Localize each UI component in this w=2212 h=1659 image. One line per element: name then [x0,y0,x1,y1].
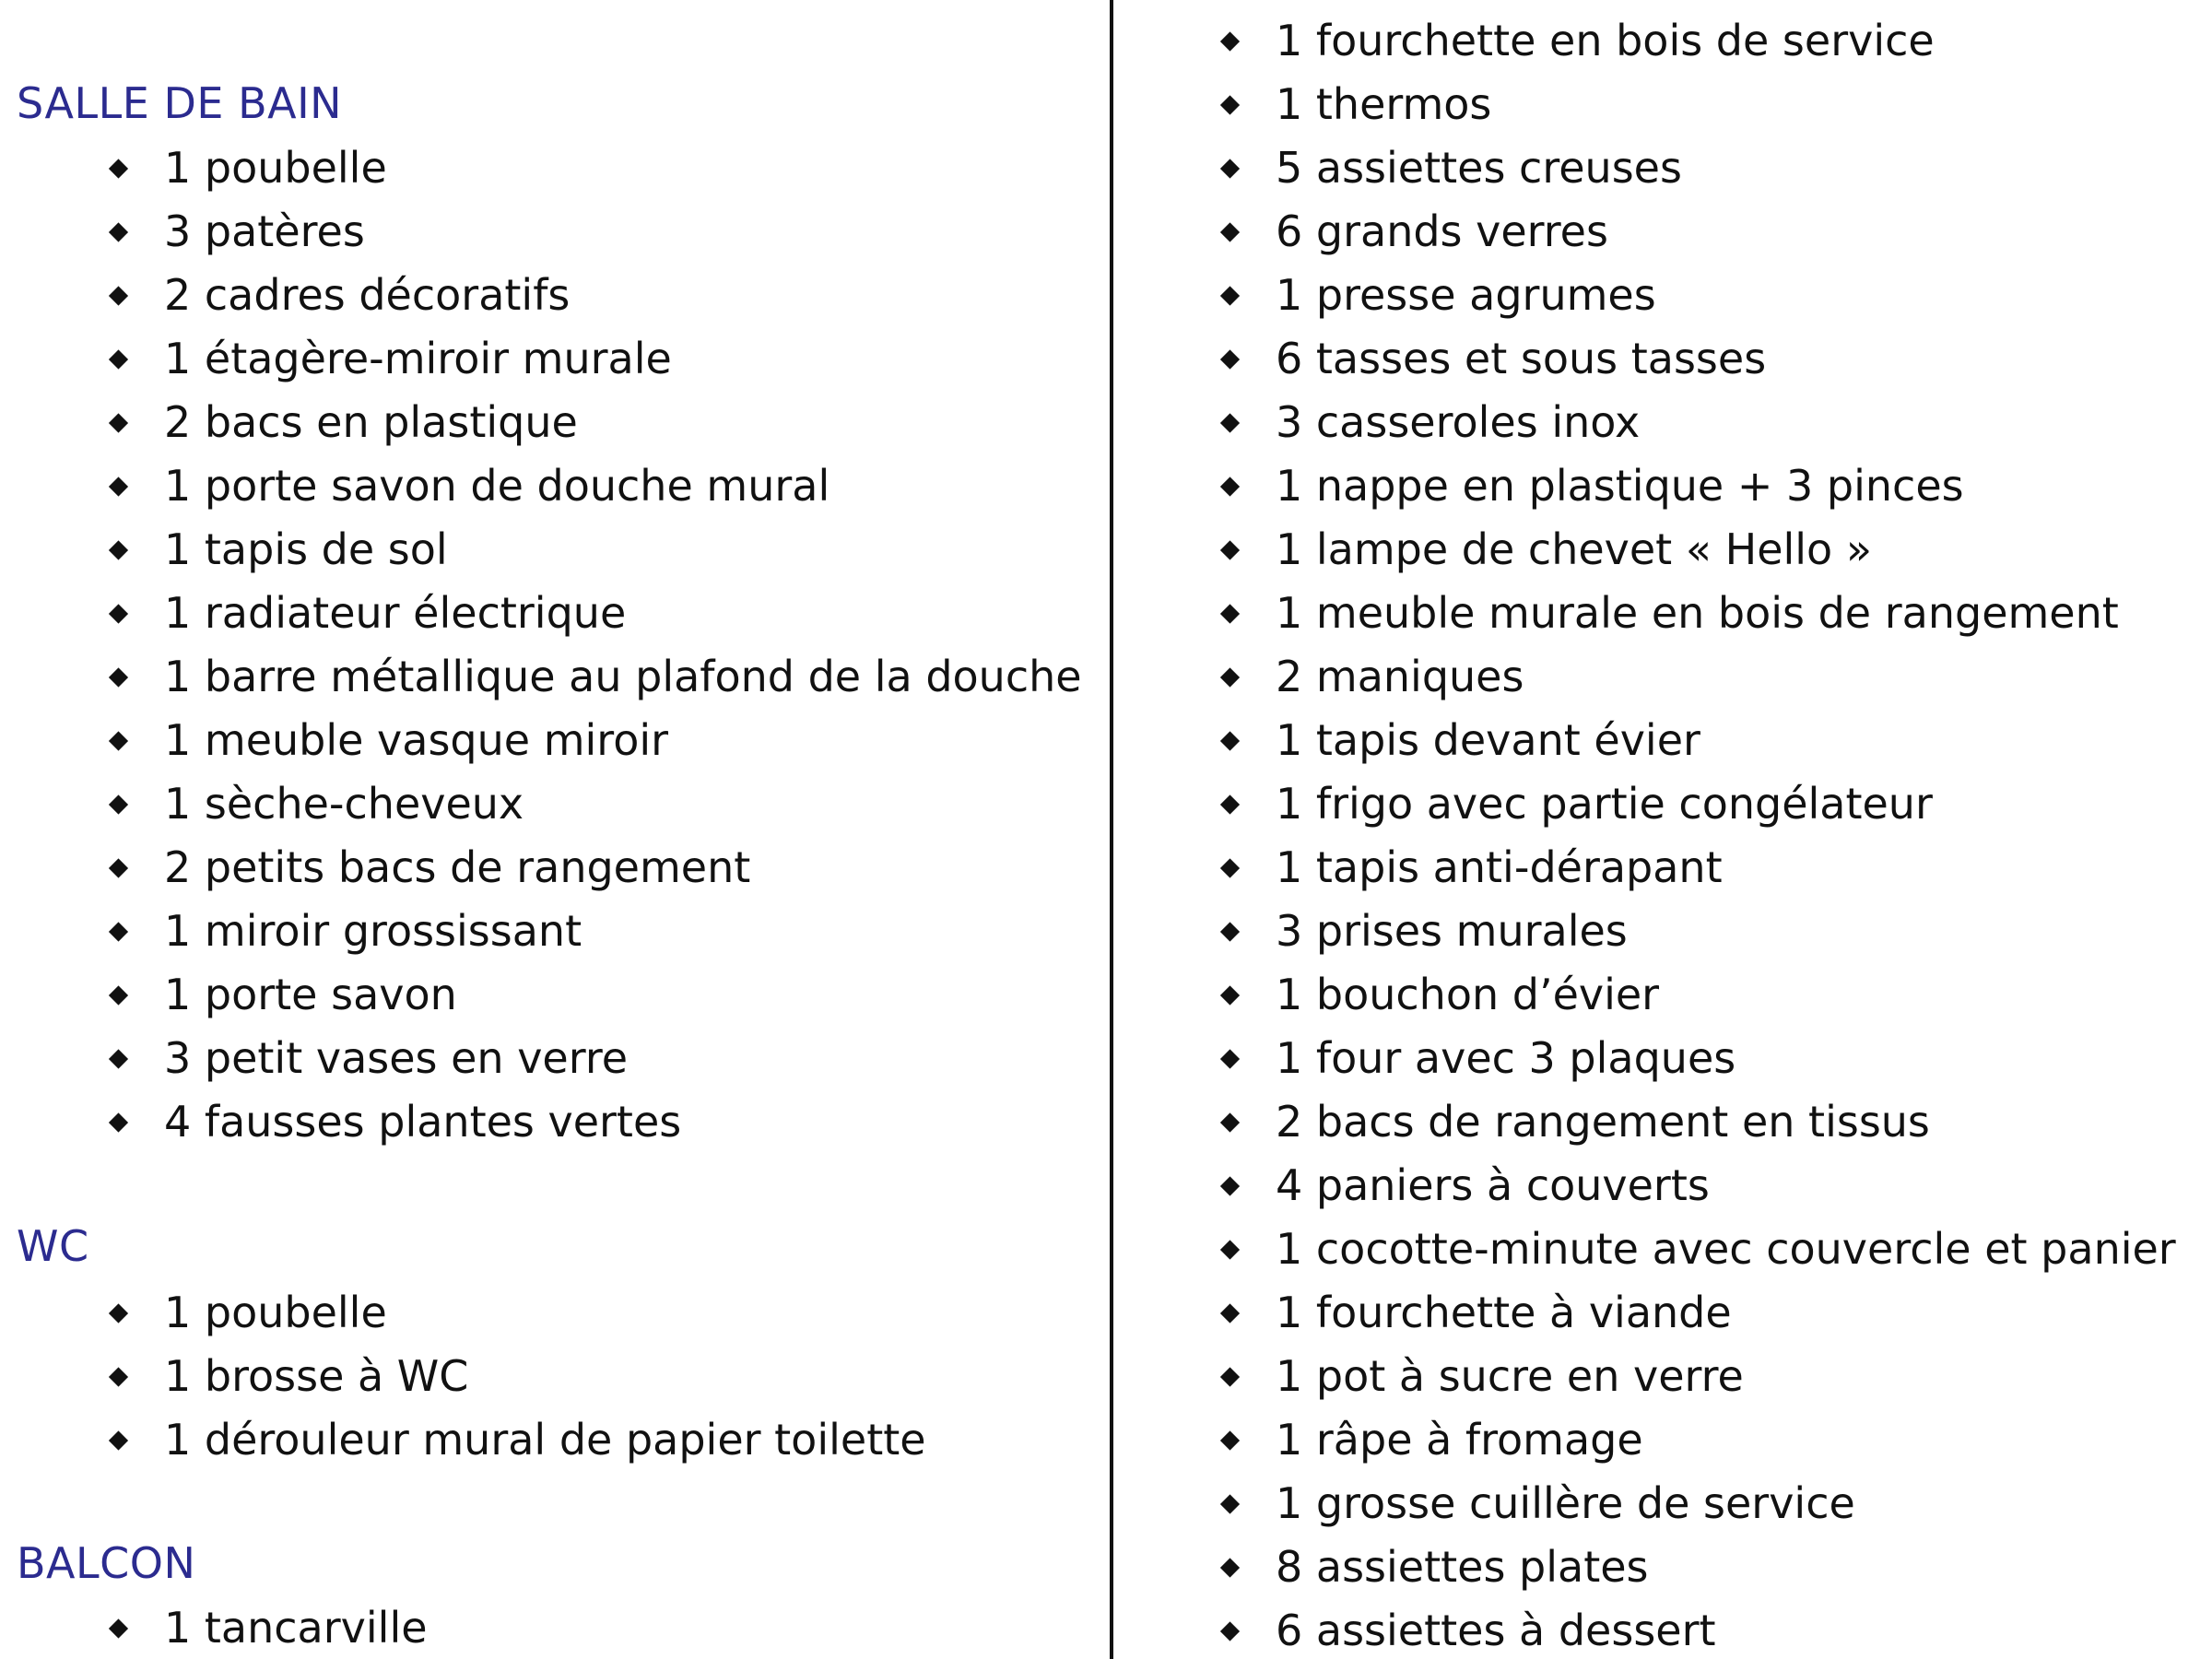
list-item: 1 meuble vasque miroir [0,709,1082,772]
list-item: 1 lampe de chevet « Hello » [1139,518,2176,582]
list-item: 1 meuble murale en bois de rangement [1139,582,2176,645]
diamond-bullet-icon [109,1367,128,1386]
list-item: 1 thermos [1139,73,2176,136]
list-item: 6 tasses et sous tasses [1139,327,2176,391]
diamond-bullet-icon [109,286,128,305]
diamond-bullet-icon [109,1618,128,1638]
list-item: 5 assiettes creuses [1139,136,2176,200]
diamond-bullet-icon [1220,540,1240,559]
diamond-bullet-icon [1220,794,1240,814]
diamond-bullet-icon [1220,985,1240,1005]
list-item: 1 frigo avec partie congélateur [1139,772,2176,836]
list-item: 1 grosse cuillère de service [1139,1472,2176,1535]
diamond-bullet-icon [1220,1494,1240,1513]
list-item: 2 cadres décoratifs [0,264,1082,327]
diamond-bullet-icon [109,1049,128,1068]
list-item: 1 cocotte-minute avec couvercle et panier [1139,1218,2176,1281]
list-item: 4 fausses plantes vertes [0,1090,1082,1154]
list-item: 1 barre métallique au plafond de la douche [0,645,1082,709]
diamond-bullet-icon [1220,1430,1240,1450]
diamond-bullet-icon [109,540,128,559]
diamond-bullet-icon [1220,286,1240,305]
list-item: 2 maniques [1139,645,2176,709]
diamond-bullet-icon [1220,1049,1240,1068]
diamond-bullet-icon [1220,1367,1240,1386]
list-item: 1 presse agrumes [1139,264,2176,327]
section-title-wc: WC [17,1221,89,1271]
diamond-bullet-icon [109,858,128,877]
diamond-bullet-icon [1220,31,1240,51]
list-item: 1 dérouleur mural de papier toilette [0,1408,926,1472]
diamond-bullet-icon [109,794,128,814]
list-item: 1 bouchon d’évier [1139,963,2176,1027]
diamond-bullet-icon [109,667,128,687]
list-item: 1 brosse à WC [0,1345,926,1408]
list-item: 1 radiateur électrique [0,582,1082,645]
diamond-bullet-icon [1220,1303,1240,1323]
list-item: 1 poubelle [0,136,1082,200]
diamond-bullet-icon [109,985,128,1005]
list-item: 1 fourchette à viande [1139,1281,2176,1345]
diamond-bullet-icon [109,1303,128,1323]
list-item: 1 fourchette en bois de service [1139,9,2176,73]
diamond-bullet-icon [109,1112,128,1132]
diamond-bullet-icon [1220,477,1240,496]
section-title-balcon: BALCON [17,1538,196,1588]
cuisine-list [1139,9,2176,1659]
list-item: 2 bacs de rangement en tissus [1139,1090,2176,1154]
section-title-salle-de-bain: SALLE DE BAIN [17,78,343,128]
diamond-bullet-icon [1220,349,1240,369]
list-item: 6 assiettes à dessert [1139,1599,2176,1659]
list-item: 2 bacs en plastique [0,391,1082,454]
diamond-bullet-icon [109,731,128,750]
diamond-bullet-icon [1220,858,1240,877]
list-item: 3 petit vases en verre [0,1027,1082,1090]
list-item: 1 poubelle [0,1281,926,1345]
list-item: 2 petits bacs de rangement [0,836,1082,900]
list-item: 1 tapis de sol [0,518,1082,582]
list-item: 1 miroir grossissant [0,900,1082,963]
list-item: 1 porte savon de douche mural [0,454,1082,518]
list-item: 3 patères [0,200,1082,264]
diamond-bullet-icon [1220,604,1240,623]
list-item: 1 pot à sucre en verre [1139,1345,2176,1408]
diamond-bullet-icon [109,604,128,623]
list-item: 1 four avec 3 plaques [1139,1027,2176,1090]
diamond-bullet-icon [109,222,128,241]
list-item: 6 grands verres [1139,200,2176,264]
list-item: 1 tancarville [0,1596,428,1659]
list-item: 8 assiettes plates [1139,1535,2176,1599]
diamond-bullet-icon [1220,1176,1240,1195]
column-divider [1110,0,1113,1659]
diamond-bullet-icon [109,159,128,178]
diamond-bullet-icon [1220,95,1240,114]
diamond-bullet-icon [109,1430,128,1450]
list-item: 3 prises murales [1139,900,2176,963]
list-item: 1 porte savon [0,963,1082,1027]
list-item: 1 tapis anti-dérapant [1139,836,2176,900]
list-item: 4 paniers à couverts [1139,1154,2176,1218]
list-item: 1 étagère-miroir murale [0,327,1082,391]
salle-de-bain-list [0,136,1082,1154]
diamond-bullet-icon [109,477,128,496]
diamond-bullet-icon [109,349,128,369]
diamond-bullet-icon [1220,667,1240,687]
diamond-bullet-icon [1220,922,1240,941]
list-item: 1 râpe à fromage [1139,1408,2176,1472]
diamond-bullet-icon [109,922,128,941]
diamond-bullet-icon [1220,1112,1240,1132]
list-item: 1 sèche-cheveux [0,772,1082,836]
wc-list [0,1281,926,1472]
diamond-bullet-icon [1220,1558,1240,1577]
diamond-bullet-icon [1220,1621,1240,1641]
diamond-bullet-icon [1220,413,1240,432]
diamond-bullet-icon [1220,222,1240,241]
list-item: 1 nappe en plastique + 3 pinces [1139,454,2176,518]
diamond-bullet-icon [1220,1240,1240,1259]
diamond-bullet-icon [109,413,128,432]
list-item: 1 tapis devant évier [1139,709,2176,772]
diamond-bullet-icon [1220,159,1240,178]
list-item: 3 casseroles inox [1139,391,2176,454]
balcon-list [0,1596,428,1659]
diamond-bullet-icon [1220,731,1240,750]
